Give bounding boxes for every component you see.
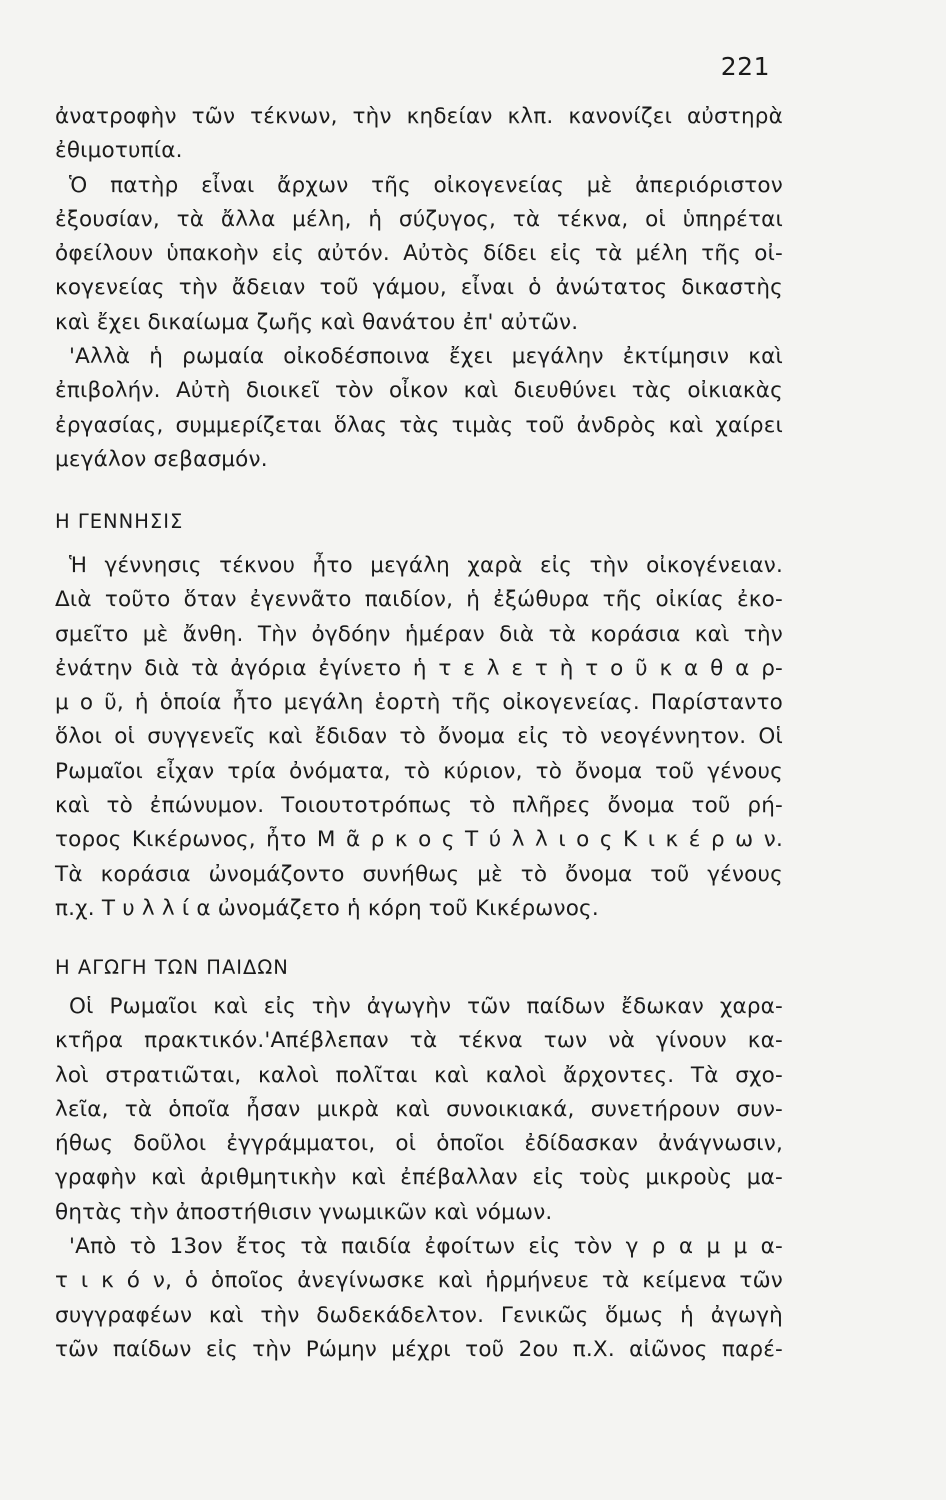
text-line: καὶ τὸ ἐπώνυμον. Τοιουτοτρόπως τὸ πλῆρες ὄνομα τοῦ ρή- — [55, 793, 783, 819]
paragraph-block-1 — [55, 100, 783, 477]
text-line: ὀφείλουν ὑπακοὴν εἰς αὐτόν. Αὐτὸς δίδει εἰς τὰ μέλη τῆς οἰ- — [55, 241, 783, 267]
text-line: μεγάλον σεβασμόν. — [55, 446, 268, 472]
text-line: θητὰς τὴν ἀποστήθισιν γνωμικῶν καὶ νόμων. — [55, 1199, 553, 1225]
text-line: μ ο ῦ, ἡ ὁποία ἦτο μεγάλη ἑορτὴ τῆς οἰκογενείας. Παρίσταντο — [55, 690, 783, 716]
text-line: σμεῖτο μὲ ἄνθη. Τὴν ὀγδόην ἡμέραν διὰ τὰ κοράσια καὶ τὴν — [55, 621, 783, 647]
text-line: 'Αλλὰ ἡ ρωμαία οἰκοδέσποινα ἔχει μεγάλην ἐκτίμησιν καὶ — [69, 344, 783, 370]
text-line: τορος Κικέρωνος, ἦτο Μ ᾶ ρ κ ο ς Τ ύ λ λ ι ο ς Κ ι κ έ ρ ω ν. — [55, 827, 783, 853]
text-line: ἐπιβολήν. Αὐτὴ διοικεῖ τὸν οἶκον καὶ διευθύνει τὰς οἰκιακὰς — [55, 378, 783, 404]
text-line: τ ι κ ό ν, ὁ ὁποῖος ἀνεγίνωσκε καὶ ἡρμήνευε τὰ κείμενα τῶν — [55, 1268, 783, 1294]
page-number: 221 — [720, 52, 770, 81]
text-line: ἐξουσίαν, τὰ ἄλλα μέλη, ἡ σύζυγος, τὰ τέκνα, οἱ ὑπηρέται — [55, 206, 783, 232]
text-line: γραφὴν καὶ ἀριθμητικὴν καὶ ἐπέβαλλαν εἰς τοὺς μικροὺς μα- — [55, 1165, 783, 1191]
text-line: κτῆρα πρακτικόν.'Απέβλεπαν τὰ τέκνα των νὰ γίνουν κα- — [55, 1028, 783, 1054]
text-line: τῶν παίδων εἰς τὴν Ρώμην μέχρι τοῦ 2ου π.Χ. αἰῶνος παρέ- — [55, 1336, 783, 1362]
section-heading-birth: Η ΓΕΝΝΗΣΙΣ — [55, 510, 184, 533]
text-line: ἐνάτην διὰ τὰ ἀγόρια ἐγίνετο ἡ τ ε λ ε τ ὴ τ ο ῦ κ α θ α ρ- — [55, 655, 783, 681]
text-line: ήθως δοῦλοι ἐγγράμματοι, οἱ ὁποῖοι ἐδίδασκαν ἀνάγνωσιν, — [55, 1131, 783, 1157]
paragraph-block-birth — [55, 549, 783, 926]
text-line: Τὰ κοράσια ὠνομάζοντο συνήθως μὲ τὸ ὄνομα τοῦ γένους — [55, 861, 783, 887]
text-line: Ὁ πατὴρ εἶναι ἄρχων τῆς οἰκογενείας μὲ ἀπεριόριστον — [69, 172, 783, 198]
text-line: ὅλοι οἱ συγγενεῖς καὶ ἔδιδαν τὸ ὄνομα εἰς τὸ νεογέννητον. Οἱ — [55, 724, 783, 750]
text-line: λοὶ στρατιῶται, καλοὶ πολῖται καὶ καλοὶ ἄρχοντες. Τὰ σχο- — [55, 1062, 783, 1088]
text-line: λεῖα, τὰ ὁποῖα ἦσαν μικρὰ καὶ συνοικιακά, συνετήρουν συν- — [55, 1096, 783, 1122]
text-line: ἐργασίας, συμμερίζεται ὅλας τὰς τιμὰς τοῦ ἀνδρὸς καὶ χαίρει — [55, 412, 783, 438]
text-line: ἐθιμοτυπία. — [55, 138, 183, 164]
text-line: π.χ. Τ υ λ λ ί α ὠνομάζετο ἡ κόρη τοῦ Κικέρωνος. — [55, 895, 599, 921]
text-line: Οἱ Ρωμαῖοι καὶ εἰς τὴν ἀγωγὴν τῶν παίδων ἔδωκαν χαρα- — [69, 994, 783, 1019]
text-line: Διὰ τοῦτο ὅταν ἐγεννᾶτο παιδίον, ἡ ἐξώθυρα τῆς οἰκίας ἐκο- — [55, 587, 783, 613]
text-line: Ρωμαῖοι εἶχαν τρία ὀνόματα, τὸ κύριον, τὸ ὄνομα τοῦ γένους — [55, 758, 783, 784]
text-line: συγγραφέων καὶ τὴν δωδεκάδελτον. Γενικῶς ὅμως ἡ ἀγωγὴ — [55, 1302, 783, 1328]
text-line: Ἡ γέννησις τέκνου ἦτο μεγάλη χαρὰ εἰς τὴν οἰκογένειαν. — [69, 553, 783, 578]
section-heading-education: Η ΑΓΩΓΗ ΤΩΝ ΠΑΙΔΩΝ — [55, 956, 289, 979]
text-line: ἀνατροφὴν τῶν τέκνων, τὴν κηδείαν κλπ. κανονίζει αὐστηρὰ — [55, 104, 783, 129]
paragraph-block-education — [55, 990, 783, 1367]
text-line: 'Απὸ τὸ 13ον ἔτος τὰ παιδία ἐφοίτων εἰς τὸν γ ρ α μ μ α- — [69, 1234, 783, 1260]
text-line: κογενείας τὴν ἄδειαν τοῦ γάμου, εἶναι ὁ ἀνώτατος δικαστὴς — [55, 275, 783, 301]
text-line: καὶ ἔχει δικαίωμα ζωῆς καὶ θανάτου ἐπ' αὐτῶν. — [55, 309, 579, 335]
